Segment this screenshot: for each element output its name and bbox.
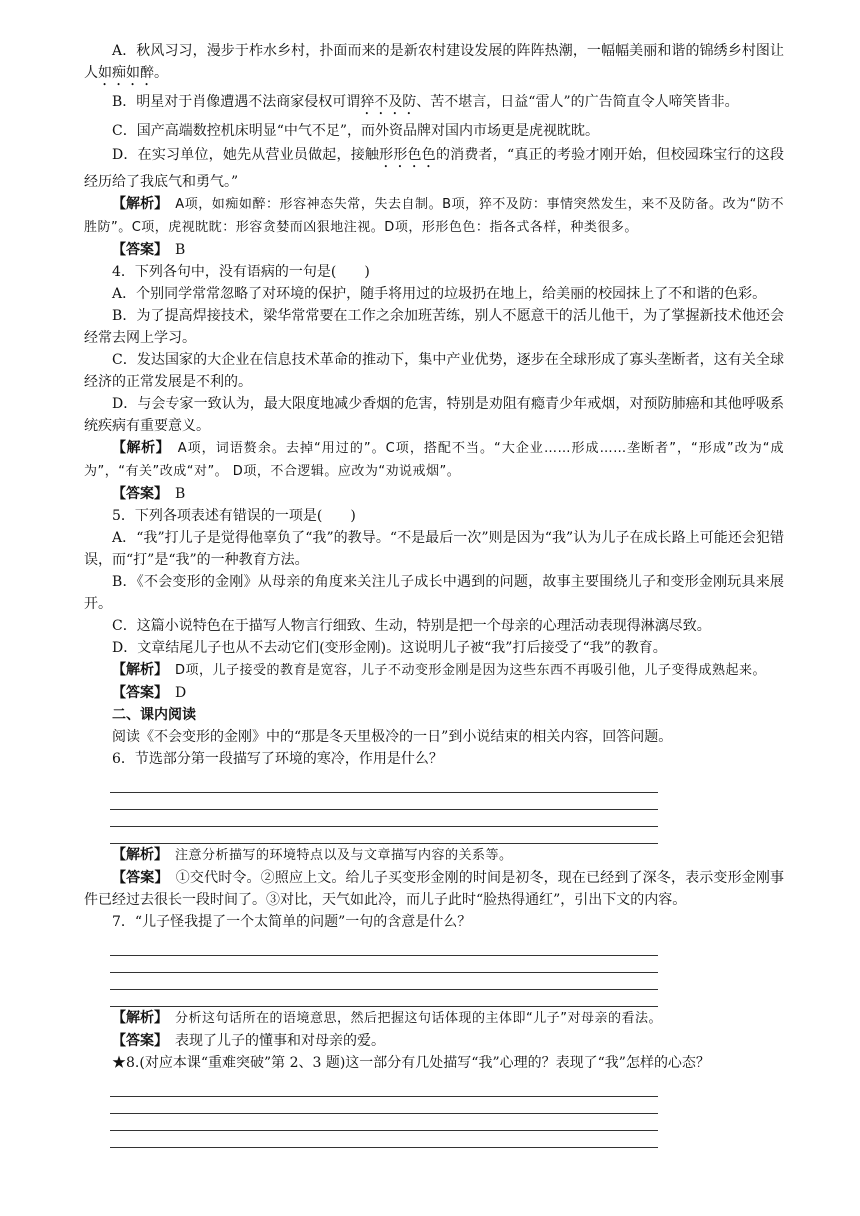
q6-answer-lines (110, 776, 784, 844)
q7-answer-lines (110, 939, 784, 1007)
q4-option-b: B．为了提高焊接技术，梁华常常要在工作之余加班苦练，别人不愿意干的活儿他干，为了掌握新技术他还会经常去网上学习。 (84, 308, 784, 346)
answer-line (110, 776, 658, 793)
document-body (84, 40, 784, 1148)
q6-stem: 6．节选部分第一段描写了环境的寒冷，作用是什么？ (112, 751, 443, 767)
q7-stem: 7．“儿子怪我提了一个太简单的问题”一句的含意是什么？ (112, 914, 472, 930)
answer-line (110, 990, 658, 1007)
q4-option-c: C．发达国家的大企业在信息技术革命的推动下，集中产业优势，逐步在全球形成了寡头垄断者，这有关全球经济的正常发展是不利的。 (84, 352, 784, 390)
q6-explanation: 【解析】 注意分析描写的环境特点以及与文章描写内容的关系等。 (112, 847, 513, 863)
q4-stem: 4．下列各句中，没有语病的一句是( ) (112, 264, 370, 280)
answer-line (110, 1080, 658, 1097)
q5-stem: 5．下列各项表述有错误的一项是( ) (112, 508, 356, 524)
q4-explanation: 【解析】 A项，词语赘余。去掉“用过的”。C项，搭配不当。“大企业……形成……垄断者”，“形成”改为“成为”，“有关”改成“对”。 D项，不合逻辑。应改为“劝说戒烟”。 (84, 440, 785, 479)
q3-option-b: B．明星对于肖像遭遇不法商家侵权可谓猝不及防、苦不堪言，日益“雷人”的广告简直令人啼笑皆非。 (112, 94, 739, 110)
section-title: 二、课内阅读 (112, 707, 196, 723)
q5-option-c: C．这篇小说特色在于描写人物言行细致、生动，特别是把一个母亲的心理活动表现得淋漓尽致。 (112, 618, 711, 634)
q8-stem: ★8.(对应本课“重难突破”第 2、3 题)这一部分有几处描写“我”心理的？表现了“我”怎样的心态？ (112, 1055, 710, 1071)
emphasized-term: 猝不及防 (360, 94, 417, 110)
q5-option-d: D．文章结尾儿子也从不去动它们(变形金刚)。这说明儿子被“我”打后接受了“我”的教育。 (112, 640, 667, 656)
q6-answer: 【答案】 ①交代时令。②照应上文。给儿子买变形金刚的时间是初冬，现在已经到了深冬，表示变形金刚事件已经过去很长一段时间了。③对比，天气如此冷，而儿子此时“脸热得通红”，引出下文的内容。 (84, 870, 785, 908)
q4-option-a: A．个别同学常常忽略了对环境的保护，随手将用过的垃圾扔在地上，给美丽的校园抹上了不和谐的色彩。 (112, 286, 767, 302)
q3-answer: 【答案】 B (112, 242, 186, 258)
emphasized-term: 如痴如醉 (98, 65, 154, 81)
answer-line (110, 827, 658, 844)
q5-option-b: B．《不会变形的金刚》从母亲的角度来关注儿子成长中遇到的问题，故事主要围绕儿子和变形金刚玩具来展开。 (84, 574, 784, 612)
answer-line (110, 956, 658, 973)
answer-line (110, 1097, 658, 1114)
q7-explanation: 【解析】 分析这句话所在的语境意思，然后把握这句话体现的主体即“儿子”对母亲的看法。 (112, 1010, 662, 1026)
q5-explanation: 【解析】 D项，儿子接受的教育是宽容，儿子不动变形金刚是因为这些东西不再吸引他，儿子变得成熟起来。 (112, 662, 767, 678)
q4-answer: 【答案】 B (112, 486, 186, 502)
answer-line (110, 793, 658, 810)
answer-line (110, 1131, 658, 1148)
q5-answer: 【答案】 D (112, 685, 187, 701)
emphasized-term: 形形色色 (379, 147, 436, 163)
q3-option-d: D．在实习单位，她先从营业员做起，接触形形色色的消费者，“真正的考验才刚开始，但校园珠宝行的这段经历给了我底气和勇气。” (84, 147, 785, 190)
q8-answer-lines (110, 1080, 784, 1148)
answer-line (110, 1114, 658, 1131)
q7-answer: 【答案】 表现了儿子的懂事和对母亲的爱。 (112, 1033, 385, 1049)
q4-option-d: D．与会专家一致认为，最大限度地减少香烟的危害，特别是劝阻有瘾青少年戒烟，对预防肺癌和其他呼吸系统疾病有重要意义。 (84, 396, 784, 434)
answer-line (110, 810, 658, 827)
answer-line (110, 939, 658, 956)
q3-explanation: 【解析】 A项，如痴如醉：形容神态失常，失去自制。B项，猝不及防：事情突然发生，来不及防备。改为“防不胜防”。C项，虎视眈眈：形容贪婪而凶狠地注视。D项，形形色色：指各式各样，种类很多。 (84, 196, 785, 235)
q3-option-a: A．秋风习习，漫步于柞水乡村，扑面而来的是新农村建设发展的阵阵热潮，一幅幅美丽和谐的锦绣乡村图让人如痴如醉。 (84, 43, 784, 81)
q3-option-c: C．国产高端数控机床明显“中气不足”，而外资品牌对国内市场更是虎视眈眈。 (112, 123, 600, 139)
q5-option-a: A．“我”打儿子是觉得他辜负了“我”的教导。“不是最后一次”则是因为“我”认为儿子在成长路上可能还会犯错误，而“打”是“我”的一种教育方法。 (84, 530, 784, 568)
answer-line (110, 973, 658, 990)
section-intro: 阅读《不会变形的金刚》中的“那是冬天里极冷的一日”到小说结束的相关内容，回答问题。 (112, 729, 673, 745)
